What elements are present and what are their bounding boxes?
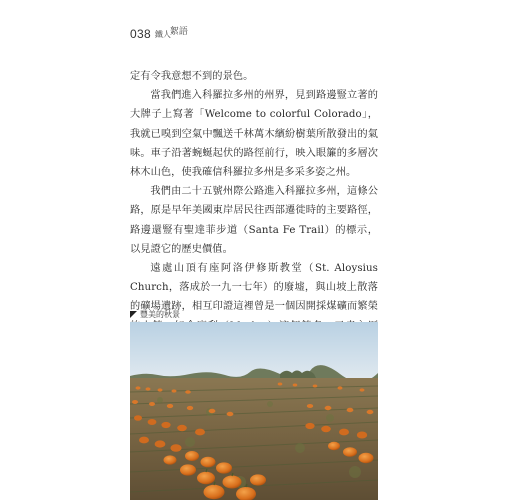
paragraph: 定有令我意想不到的景色。 (130, 71, 254, 82)
paragraph: 遠處山頂有座阿洛伊修斯教堂（St. Aloysius Church，落成於一九一七年）的廢墟，與山坡上散落的礦場遺跡，相互印證這裡曾是一個因開採煤礦而繁榮 (130, 263, 378, 313)
running-head-small: 鐵人 (154, 30, 171, 39)
paragraph: 我們由二十五號州際公路進入科羅拉多州，這條公路，原是早年美國東岸居民往西部遷徙時的主要路徑，路邊還豎有聖達菲步道（Santa Fe Trail）的標示，以見證它的歷史價值。 (130, 186, 378, 255)
page-header (130, 24, 189, 41)
running-head-large: 絮語 (169, 27, 188, 37)
paragraph: 當我們進入科羅拉多州的州界，見到路邊豎立著的大牌子上寫著「Welcome to colorful Colorado」，我就已嗅到空氣中飄送千林萬木繽紛樹葉所散發出的氣味。車子沿著蜿蜒起伏的路徑前行，映入眼簾的多層次林木山色，使我確信科羅拉多州是多采多姿之州。 (130, 90, 378, 179)
caption-triangle-icon (130, 311, 137, 318)
pumpkin-field-illustration (130, 322, 378, 500)
caption-text: 豐美的秋景 (140, 310, 180, 319)
running-head (155, 24, 189, 38)
page-number: 038 (130, 27, 151, 41)
pumpkin-field-photo (130, 322, 378, 500)
photo-caption (130, 309, 180, 320)
